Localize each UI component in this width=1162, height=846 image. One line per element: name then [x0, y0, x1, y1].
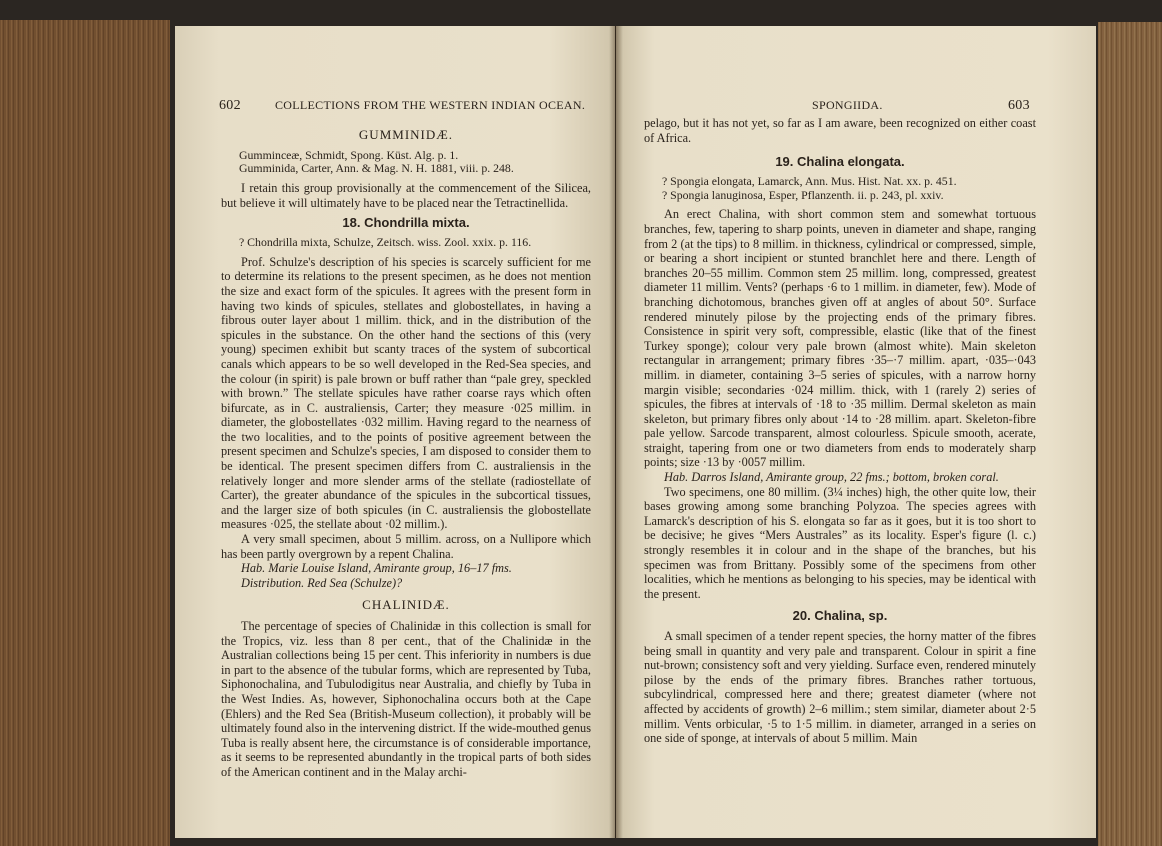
synonym-line: Gumminida, Carter, Ann. & Mag. N. H. 1881, viii. p. 248.: [239, 161, 514, 176]
paragraph: Two specimens, one 80 millim. (3¼ inches) high, the other quite low, their bases growing among some branching Polyzoa. The species agrees with Lamarck's description of his S. elongata so far as it goes, but it is too short to be decisive; he gives “Mers Australes” as its locality. Esper's figure (l. c.) strongly resembles it in colour and in the shape of the branches, but his specimen was from Brittany. Possibly some of the specimens from other localities, which he mentions as belonging to his species, may be identical with the present.: [644, 484, 1036, 601]
synonym-line: ? Spongia elongata, Lamarck, Ann. Mus. Hist. Nat. xx. p. 451.: [662, 173, 957, 188]
family-heading-chalinidae: CHALINIDÆ.: [362, 597, 450, 613]
species-heading-20: 20. Chalina, sp.: [792, 608, 888, 624]
left-page-edges: [0, 20, 170, 846]
paragraph: An erect Chalina, with short common stem and somewhat tortuous branches, few, tapering to sharp points, uneven in diameter and shape, ranging from 2 (at the tips) to 8 millim. in thickness, cylindrical or compressed, simple, or bearing a short incipient or stunted branchlet here and there. Length of branches 20–55 millim. Common stem 25 millim. long, compressed, greatest diameter 11 millim. Vents? (perhaps ·6 to 1 millim. in diameter, few). Mode of branching dichotomous, branches given off at angles of about 50°. Surface rendered minutely pilose by the projecting ends of the primary fibres. Consistence in spirit very soft, compressible, elastic (like that of the finest Turkey sponge); colour very pale brown (almost white). Main skeleton rectangular in arrangement; primary fibres ·35–·7 millim. apart, ·035–·043 millim. in diameter, containing 3–5 series of spicules, with a narrow horny margin visible; secondaries ·024 millim. thick, with 1 (rarely 2) series of spicules, the fibres at intervals of ·18 to ·35 millim. Dermal skeleton as main skeleton, but primary fibres only about ·14 to ·28 millim. apart. Skeleton-fibre pale yellow. Sarcode transparent, almost colourless. Spicule smooth, acerate, straight, tapering from one or two diameters from ends to moderately sharp points; size ·13 by ·0057 millim.: [644, 207, 1036, 470]
paragraph: Prof. Schulze's description of his species is scarcely sufficient for me to determine its relations to the present specimen, as he does not mention the size and exact form of the spicules. It agrees with the present form in having two kinds of spicules, stellates and globostellates, in having a fibrous outer layer about 1 millim. thick, and in the distribution of the spicules in the substance. On the other hand the sections of this (very young) specimen exhibit but scanty traces of the system of subcortical canals which appears to be so well developed in the Red-Sea species, and the colour (in spirit) is pale brown or buff rather than “pale grey, speckled with brown.” The stellate spicules have rather coarse rays which often bifurcate, as in C. australiensis, Carter; they measure ·025 millim. in diameter, the globostellates ·032 millim. Having regard to the nearness of the two localities, and to the points of positive agreement between the present specimen and Schulze's species, I am disposed to consider them to be identical. The present specimen differs from C. australiensis in the relatively longer and more slender arms of the stellate (radiostellate of Carter), the greater abundance of the spicules in the subcortical tissues, and the larger size of both spicules (in C. australiensis the globostellate measures ·025, the stellate about ·02 millim.).: [221, 254, 591, 532]
running-head-left: COLLECTIONS FROM THE WESTERN INDIAN OCEAN.: [275, 98, 586, 112]
right-page: [616, 26, 1096, 838]
page-number-right: 603: [1008, 98, 1030, 113]
synonym-line: ? Spongia lanuginosa, Esper, Pflanzenth. ii. p. 243, pl. xxiv.: [662, 187, 944, 202]
species-heading-18: 18. Chondrilla mixta.: [342, 215, 470, 231]
left-page-text: [221, 122, 591, 780]
paragraph: The percentage of species of Chalinidæ in this collection is small for the Tropics, viz. less than 8 per cent., that of the Chalinidæ in the Australian collections being 15 per cent. This inferiority in numbers is due in part to the absence of the tubular forms, which are represented by Tuba, Siphonochalina, and Tubulodigitus near Australia, and chiefly by Tuba in the West Indies. As, however, Siphonochalina occurs both at the Cape (Ehlers) and the Red Sea (British-Museum collection), it probably will be ultimately found also in the intervening district. If the wide-mouthed genus Tuba is really absent here, the circumstance is of considerable importance, as it seems to be represented abundantly in the tropical parts of both sides of the American continent and in the Malay archi-: [221, 619, 591, 779]
distribution-line: Distribution. Red Sea (Schulze)?: [241, 575, 403, 590]
right-page-text: [644, 116, 1036, 746]
habitat-line: Hab. Darros Island, Amirante group, 22 fms.; bottom, broken coral.: [664, 470, 999, 485]
synonym-line: ? Chondrilla mixta, Schulze, Zeitsch. wiss. Zool. xxix. p. 116.: [239, 234, 532, 249]
species-heading-19: 19. Chalina elongata.: [775, 154, 905, 170]
habitat-line: Hab. Marie Louise Island, Amirante group, 16–17 fms.: [241, 561, 512, 576]
paragraph: A small specimen of a tender repent species, the horny matter of the fibres being small in quantity and very pale and transparent. Colour in spirit a fine nut-brown; consistency soft and very yielding. Surface even, rendered minutely pilose by the ends of the primary fibres. Branches rather tortuous, subcylindrical, compressed here and there; greatest diameter (where not affected by accidents of growth) 2–6 millim.; stem similar, diameter about 2·5 millim. Vents orbicular, ·5 to 1·5 millim. in diameter, arranged in a series on one side of sponge, at intervals of about 5 millim. Main: [644, 629, 1036, 746]
page-number-left: 602: [219, 98, 241, 113]
paragraph: I retain this group provisionally at the commencement of the Silicea, but believe it will ultimately have to be placed near the Tetractinellida.: [221, 181, 591, 210]
paragraph: A very small specimen, about 5 millim. across, on a Nullipore which has been partly overgrown by a repent Chalina.: [221, 532, 591, 561]
book-gutter: [609, 26, 623, 838]
paragraph: pelago, but it has not yet, so far as I am aware, been recognized on either coast of Africa.: [644, 116, 1036, 145]
right-page-edges: [1098, 22, 1162, 846]
synonym-line: Gumminceæ, Schmidt, Spong. Küst. Alg. p. 1.: [239, 147, 459, 162]
left-page: [175, 26, 615, 838]
family-heading-gumminidae: GUMMINIDÆ.: [358, 127, 454, 142]
running-head-right: SPONGIIDA.: [812, 98, 883, 112]
